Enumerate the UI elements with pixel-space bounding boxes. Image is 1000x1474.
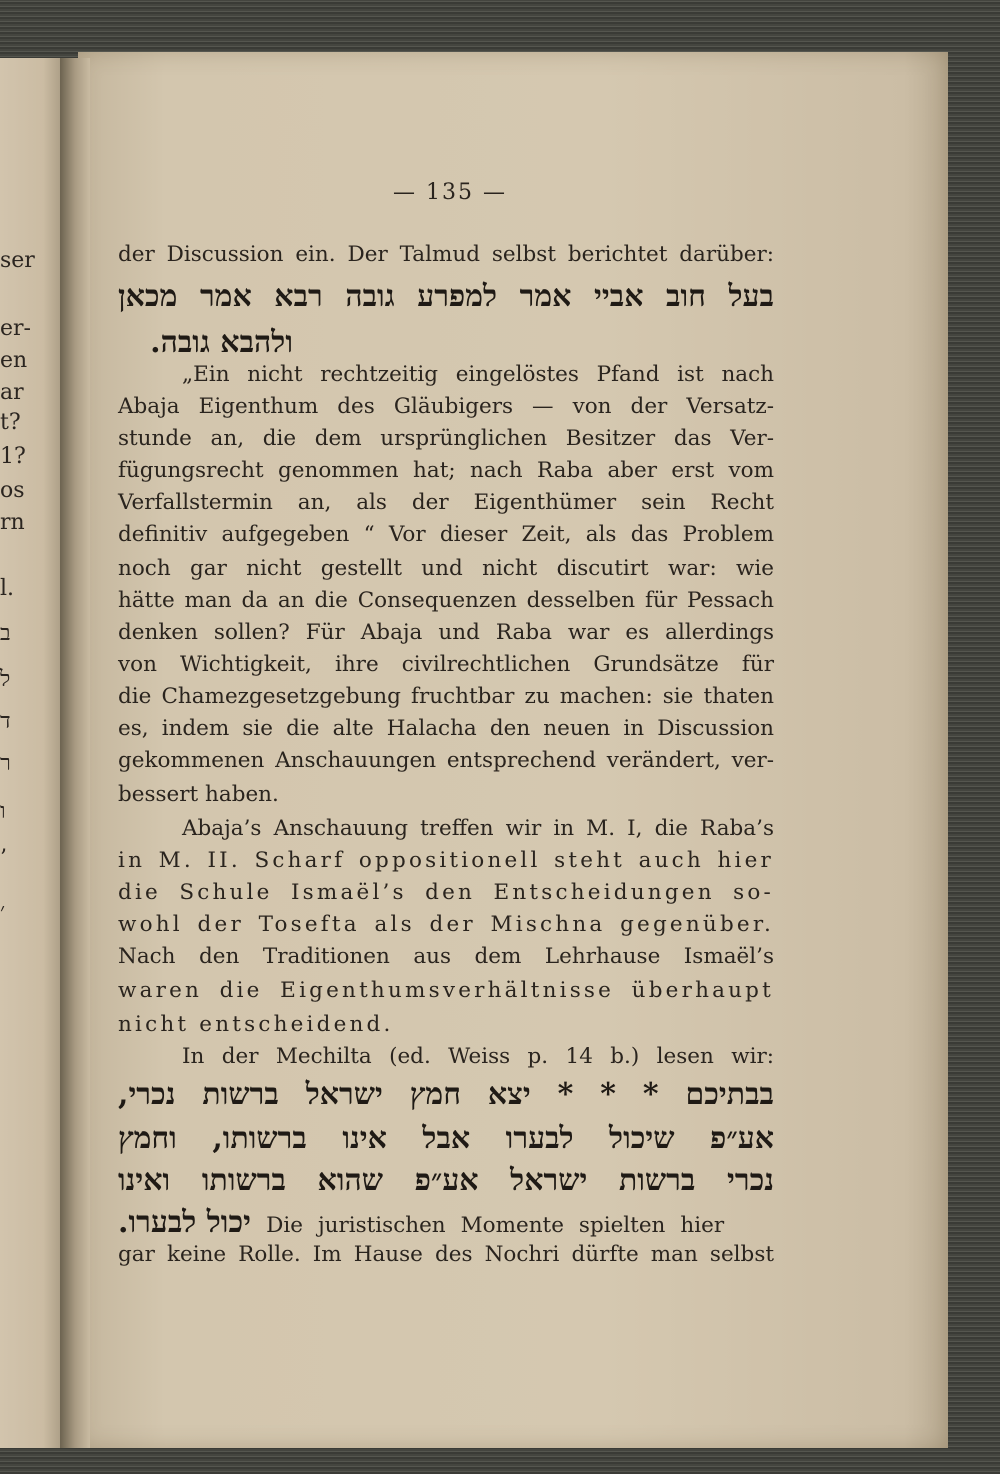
page-number: — 135 — [393,180,507,205]
hebrew-fragment: יכול לבערו. [118,1205,252,1240]
page-gutter [60,58,90,1448]
text-line: Nach den Traditionen aus dem Lehrhause Ismaël’s [118,944,774,969]
hebrew-line: ולהבא גובה. [150,325,293,360]
text-line: der Discussion ein. Der Talmud selbst berichtet darüber: [118,242,774,267]
prev-fragment: ar [0,380,24,405]
text-line: in M. II. Scharf oppositionell steht auch hier [118,848,774,873]
text-line: die Chamezgesetzgebung fruchtbar zu machen: sie thaten [118,684,774,709]
text-line: es, indem sie die alte Halacha den neuen in Discussion [118,716,774,741]
prev-fragment: rn [0,510,25,535]
text-line: denken sollen? Für Abaja und Raba war es allerdings [118,620,774,645]
prev-fragment: er- [0,316,31,341]
prev-fragment: ב [0,621,11,646]
text-fragment: Die juristischen Momente spielten hier [266,1213,725,1238]
text-line: In der Mechilta (ed. Weiss p. 14 b.) lesen wir: [182,1044,774,1069]
prev-fragment: en [0,348,28,373]
text-line: Verfallstermin an, als der Eigenthümer sein Recht [118,490,774,515]
prev-fragment: ד [0,709,11,734]
text-line: stunde an, die dem ursprünglichen Besitzer das Ver- [118,426,774,451]
text-line: fügungsrecht genommen hat; nach Raba aber erst vom [118,458,774,483]
text-line: „Ein nicht rechtzeitig eingelöstes Pfand ist nach [182,362,774,387]
text-line: definitiv aufgegeben “ Vor dieser Zeit, als das Problem [118,522,774,547]
prev-fragment: ’ [0,846,7,871]
text-line: nicht entscheidend. [118,1012,394,1037]
text-line: bessert haben. [118,782,279,807]
text-line: noch gar nicht gestellt und nicht discutirt war: wie [118,556,774,581]
hebrew-line: אע״פ שיכול לבערו אבל אינו ברשותו, וחמץ [118,1121,774,1156]
text-line: waren die Eigenthumsverhältnisse überhaupt [118,978,774,1003]
prev-fragment: 1? [0,444,26,469]
hebrew-line: נכרי ברשות ישראל אע״פ שהוא ברשותו ואינו [118,1163,774,1198]
mixed-line [118,1205,774,1240]
text-line: gar keine Rolle. Im Hause des Nochri dürfte man selbst [118,1242,774,1267]
prev-fragment: ר [0,751,11,776]
prev-fragment: ׳ [0,899,6,924]
prev-fragment: l. [0,576,15,601]
prev-fragment: ser [0,248,35,273]
text-line: Abaja’s Anschauung treffen wir in M. I, die Raba’s [182,816,774,841]
prev-fragment: os [0,478,25,503]
hebrew-line: בבתיכם * * * יצא חמץ ישראל ברשות נכרי, [118,1077,774,1112]
text-line: wohl der Tosefta als der Mischna gegenüber. [118,912,774,937]
hebrew-line: בעל חוב אביי אמר למפרע גובה רבא אמר מכאן [118,279,774,314]
text-line: gekommenen Anschauungen entsprechend verändert, ver- [118,748,774,773]
prev-fragment: ו [0,799,6,824]
text-line: Abaja Eigenthum des Gläubigers — von der Versatz- [118,394,774,419]
text-line: von Wichtigkeit, ihre civilrechtlichen Grundsätze für [118,652,774,677]
text-line: hätte man da an die Consequenzen desselben für Pessach [118,588,774,613]
text-line: die Schule Ismaël’s den Entscheidungen so- [118,880,774,905]
prev-fragment: ל [0,667,11,692]
prev-fragment: t? [0,410,21,435]
